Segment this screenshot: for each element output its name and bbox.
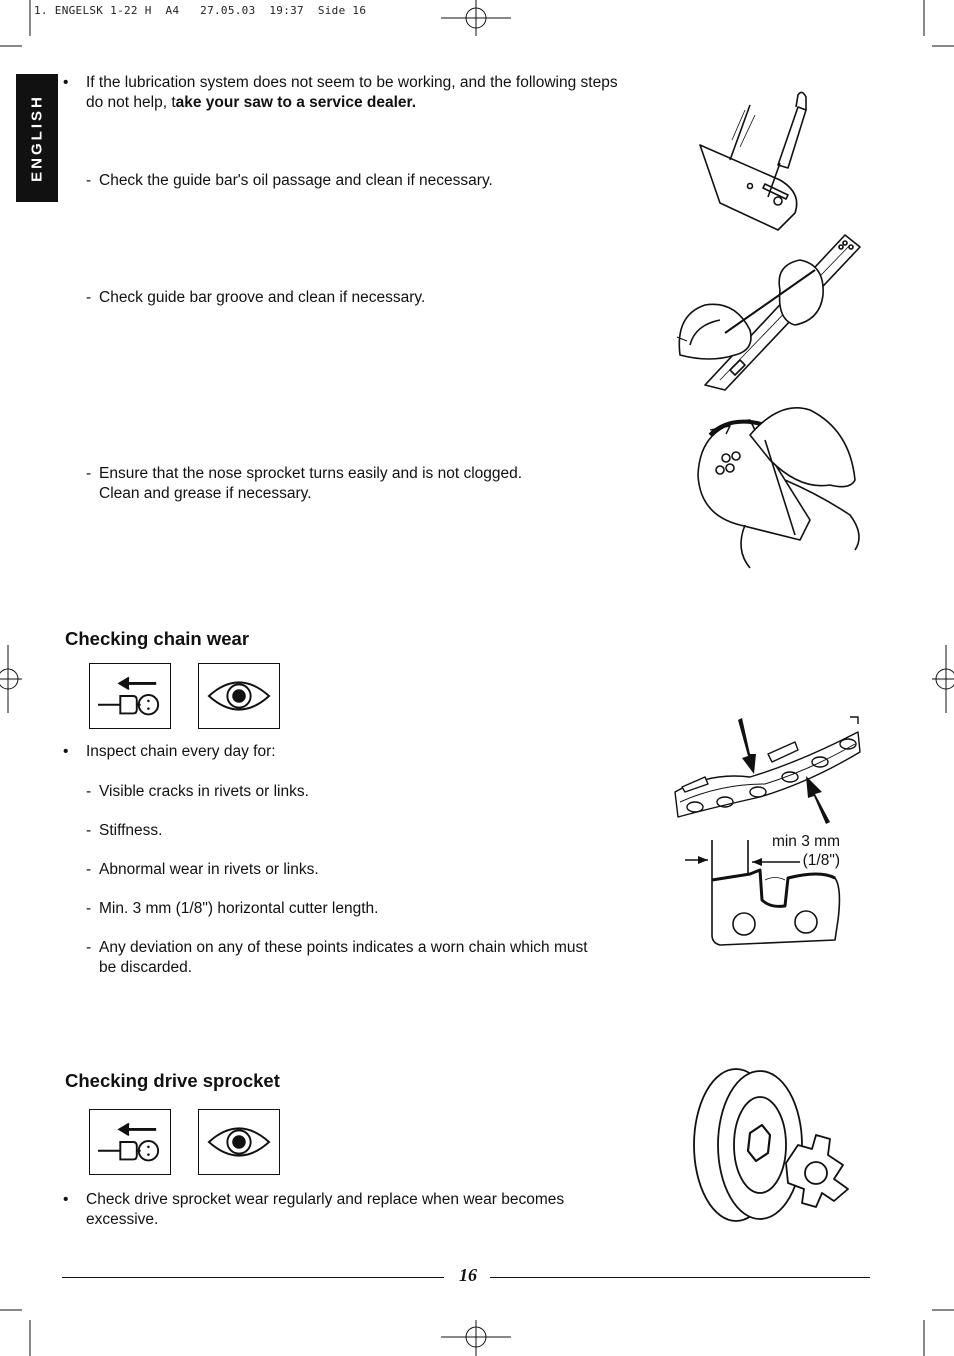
chain-wear-item-cutter-length: - Min. 3 mm (1/8") horizontal cutter length. (99, 899, 378, 919)
visual-inspection-eye-icon (198, 663, 280, 729)
cutter-length-label-line2: (1/8") (802, 852, 840, 869)
unplug-spark-plug-icon-2 (89, 1109, 171, 1175)
lubrication-bullet-bold: ake your saw to a service dealer. (175, 94, 417, 111)
nose-sprocket-illustration (690, 400, 865, 570)
nose-sprocket-line2: Clean and grease if necessary. (99, 485, 312, 502)
chain-wear-item-stiffness: - Stiffness. (99, 821, 162, 841)
lubrication-bullet (86, 73, 631, 113)
print-header: 1. ENGELSK 1-22 H A4 27.05.03 19:37 Side 16 (34, 4, 367, 17)
drive-sprocket-line2: excessive. (86, 1211, 159, 1228)
nose-sprocket-line1: - Ensure that the nose sprocket turns easily and is not clogged. (99, 465, 523, 482)
chain-wear-bullet: • Inspect chain every day for: (86, 742, 276, 762)
lubrication-bullet-text: If the lubrication system does not seem to be working, and the following steps do not help, t (86, 74, 618, 111)
guide-bar-groove-illustration (665, 225, 865, 395)
lubrication-step-nose-sprocket (99, 464, 522, 504)
drive-sprocket-line1: • Check drive sprocket wear regularly and replace when wear becomes (86, 1191, 565, 1208)
chain-wear-item-deviation (99, 938, 588, 978)
language-tab (16, 74, 58, 202)
chain-wear-item-cracks: - Visible cracks in rivets or links. (99, 782, 309, 802)
drive-sprocket-bullet (86, 1190, 631, 1230)
language-tab-label: ENGLISH (28, 94, 46, 182)
lubrication-step-groove: - Check guide bar groove and clean if necessary. (99, 288, 425, 308)
drive-sprocket-heading: Checking drive sprocket (65, 1070, 280, 1091)
deviation-line2: be discarded. (99, 959, 193, 976)
chain-wear-item-abnormal-wear: - Abnormal wear in rivets or links. (99, 860, 319, 880)
chain-illustration (670, 712, 862, 832)
page-number: 16 (459, 1265, 477, 1285)
cutter-measure-illustration (680, 840, 850, 950)
footer-rule-left (62, 1277, 444, 1278)
deviation-line1: - Any deviation on any of these points indicates a worn chain which must (99, 939, 588, 956)
chain-wear-heading: Checking chain wear (65, 628, 250, 649)
unplug-spark-plug-icon (89, 663, 171, 729)
lubrication-step-oil-passage: - Check the guide bar's oil passage and clean if necessary. (99, 171, 493, 191)
footer-rule-right (490, 1277, 870, 1278)
cutter-length-label-line1: min 3 mm (771, 833, 840, 850)
guide-bar-oil-passage-illustration (690, 85, 815, 235)
drive-sprocket-illustration (688, 1065, 858, 1225)
visual-inspection-eye-icon-2 (198, 1109, 280, 1175)
